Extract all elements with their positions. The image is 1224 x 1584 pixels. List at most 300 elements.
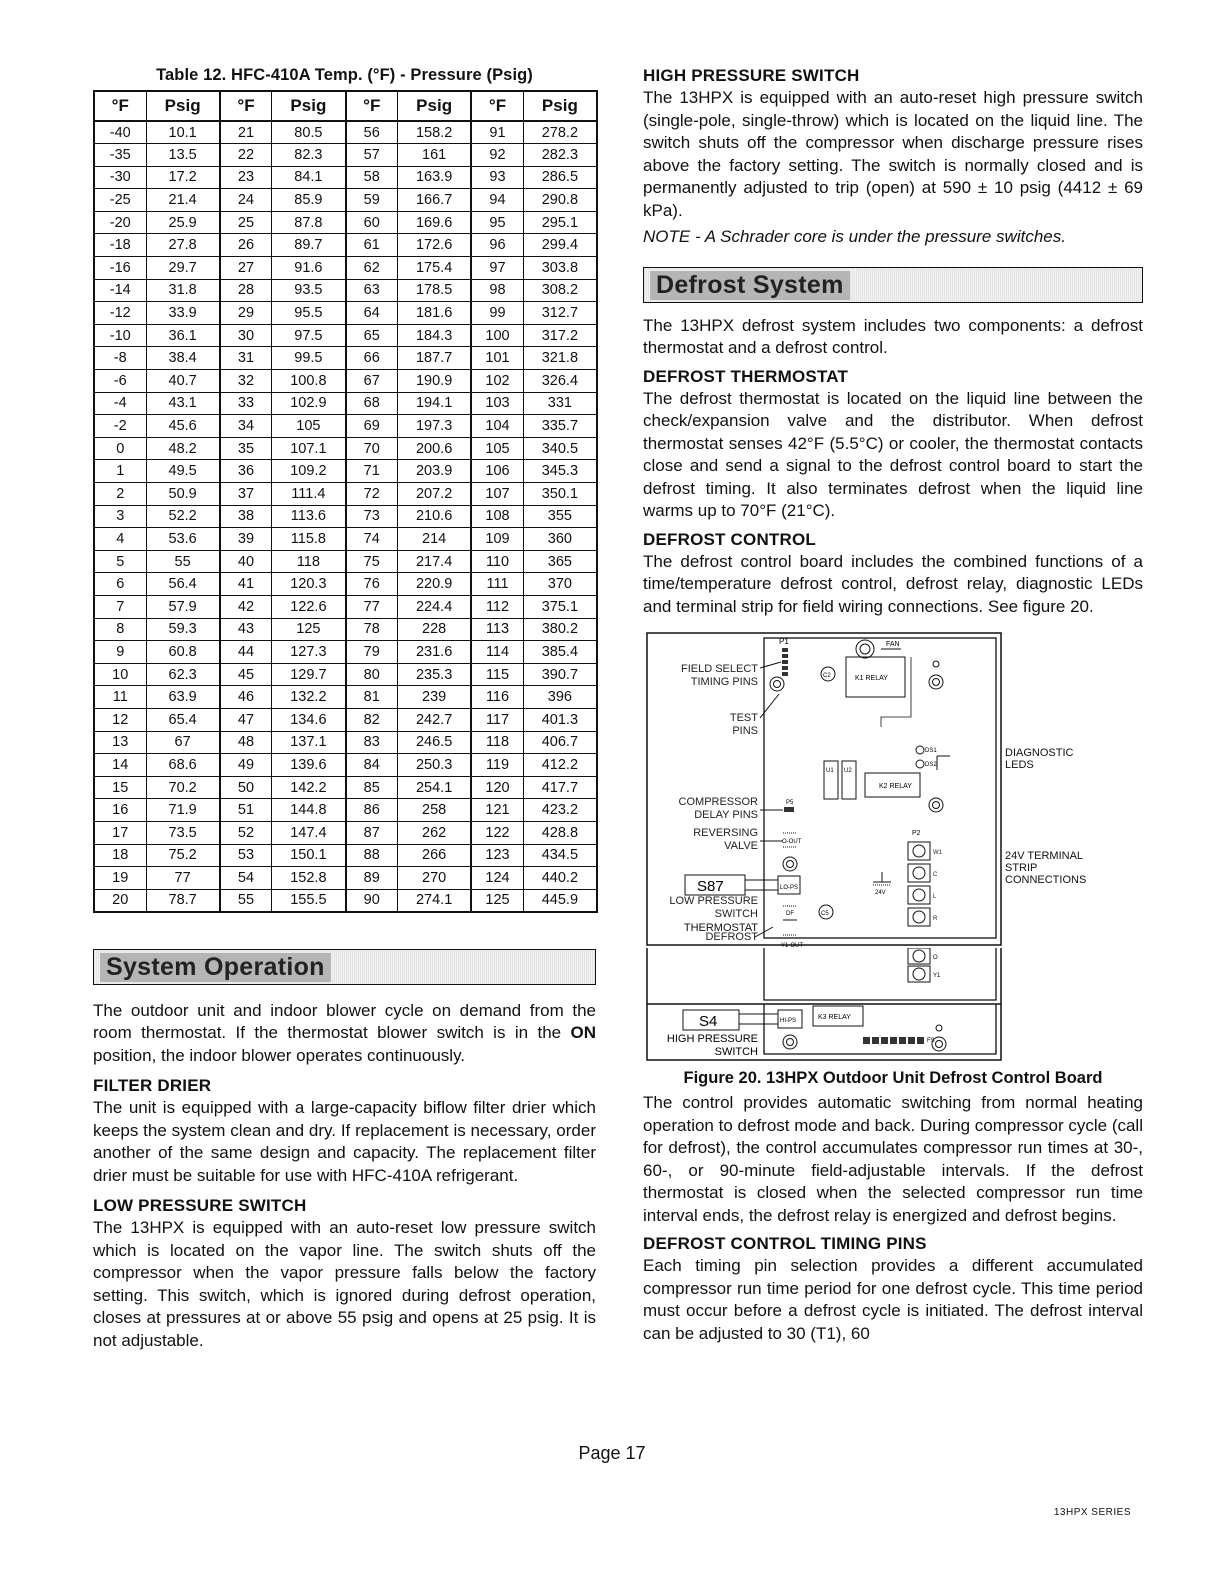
header-f-1: °F [94,91,146,121]
temp-cell: 11 [94,686,146,709]
temp-cell: 102 [471,370,523,393]
defrost-system-banner [643,267,1143,303]
temp-cell: -30 [94,166,146,189]
defrost-control-heading: DEFROST CONTROL [643,529,816,549]
temp-cell: 72 [346,483,398,506]
psig-cell: 132.2 [272,686,346,709]
temp-cell: 5 [94,550,146,573]
temp-cell: 101 [471,347,523,370]
psig-cell: 87.8 [272,211,346,234]
header-f-2: °F [220,91,272,121]
temp-cell: 33 [220,392,272,415]
psig-cell: 258 [398,799,472,822]
temp-cell: 85 [346,776,398,799]
table-row [94,618,597,641]
psig-cell: 150.1 [272,844,346,867]
psig-cell: 93.5 [272,279,346,302]
psig-cell: 335.7 [523,415,597,438]
s4-label: S4 [699,1013,718,1030]
temp-cell: 45 [220,663,272,686]
table-row [94,776,597,799]
temp-cell: 2 [94,483,146,506]
psig-cell: 217.4 [398,550,472,573]
temp-cell: 44 [220,641,272,664]
temp-cell: 105 [471,437,523,460]
temp-cell: 73 [346,505,398,528]
psig-cell: 375.1 [523,595,597,618]
series-label: 13HPX SERIES [1053,1507,1131,1518]
label-pins: PINS [732,725,758,737]
psig-cell: 53.6 [146,528,220,551]
psig-cell: 231.6 [398,641,472,664]
temp-cell: 75 [346,550,398,573]
table-row [94,754,597,777]
defrost-thermostat-label: THERMOSTAT [683,922,758,934]
psig-cell: 282.3 [523,144,597,167]
k2-label: K2 RELAY [879,783,912,790]
psig-cell: 355 [523,505,597,528]
lo-ps-label: LO-PS [780,885,799,891]
psig-cell: 56.4 [146,573,220,596]
p5-label: P5 [786,800,794,806]
timing-pins-text: Each timing pin selection provides a different accumulated compressor run time period for one defrost cycle. This time period must occur before a defrost cycle is initiated. The defrost interval can be adjusted to 30 (T1), 60 [643,1256,1143,1343]
temp-cell: 47 [220,708,272,731]
temp-cell: 68 [346,392,398,415]
table-row [94,731,597,754]
temp-cell: 25 [220,211,272,234]
temp-cell: 31 [220,347,272,370]
psig-cell: 303.8 [523,257,597,280]
psig-cell: 105 [272,415,346,438]
psig-cell: 340.5 [523,437,597,460]
temp-cell: 112 [471,595,523,618]
c-label: C [933,872,938,878]
temp-cell: 15 [94,776,146,799]
temp-cell: 8 [94,618,146,641]
y1-out-label: Y1-OUT [781,943,804,949]
temp-cell: 24 [220,189,272,212]
page-number: Page 17 [578,1443,646,1463]
defrost-thermostat-text: The defrost thermostat is located on the liquid line between the check/expansion valve and the distributor. When defrost thermostat senses 42°F (5.5°C) or cooler, the thermostat contacts close and send a signal to the defrost control board to start the defrost timing. It also terminates defrost when the liquid line warms up to 70°F (21°C). [643,388,1143,520]
psig-cell: 158.2 [398,121,472,144]
temp-cell: 0 [94,437,146,460]
psig-cell: 142.2 [272,776,346,799]
temp-cell: 92 [471,144,523,167]
table-row [94,370,597,393]
temp-cell: 57 [346,144,398,167]
psig-cell: 423.2 [523,799,597,822]
temp-cell: 38 [220,505,272,528]
psig-cell: 286.5 [523,166,597,189]
temp-cell: 115 [471,663,523,686]
system-operation-heading: System Operation [100,953,331,982]
c2-label: C2 [823,673,831,679]
p1-label: P1 [779,637,789,646]
high-pressure-heading: HIGH PRESSURE SWITCH [643,66,860,85]
psig-cell: 401.3 [523,708,597,731]
defrost-control-text: The defrost control board includes the combined functions of a time/temperature defrost control, defrost relay, diagnostic LEDs and terminal strip for field wiring connections. See figure 20. [643,551,1143,616]
psig-cell: 278.2 [523,121,597,144]
psig-cell: 113.6 [272,505,346,528]
temp-cell: -4 [94,392,146,415]
temp-cell: 59 [346,189,398,212]
table-row [94,460,597,483]
psig-cell: 78.7 [146,889,220,912]
psig-cell: 210.6 [398,505,472,528]
temp-cell: 90 [346,889,398,912]
temp-cell: 50 [220,776,272,799]
temp-cell: 27 [220,257,272,280]
psig-cell: 396 [523,686,597,709]
temp-cell: 61 [346,234,398,257]
psig-cell: 428.8 [523,821,597,844]
psig-cell: 111.4 [272,483,346,506]
psig-cell: 13.5 [146,144,220,167]
temp-cell: 80 [346,663,398,686]
psig-cell: 102.9 [272,392,346,415]
temp-cell: 70 [346,437,398,460]
psig-cell: 350.1 [523,483,597,506]
temp-cell: 109 [471,528,523,551]
p2-label: P2 [912,830,921,837]
psig-cell: 25.9 [146,211,220,234]
psig-cell: 95.5 [272,302,346,325]
psig-cell: 82.3 [272,144,346,167]
defrost-system-heading: Defrost System [650,271,850,300]
psig-cell: 89.7 [272,234,346,257]
temp-cell: 41 [220,573,272,596]
temp-cell: 29 [220,302,272,325]
temp-cell: -40 [94,121,146,144]
label-high-switch: SWITCH [714,1046,758,1058]
temp-cell: 124 [471,867,523,890]
temp-cell: -2 [94,415,146,438]
ds1-led [916,746,924,754]
temp-cell: 123 [471,844,523,867]
ds2-led [916,760,924,768]
temp-cell: 58 [346,166,398,189]
psig-cell: 184.3 [398,324,472,347]
temp-cell: 113 [471,618,523,641]
table-row [94,844,597,867]
psig-cell: 412.2 [523,754,597,777]
psig-cell: 175.4 [398,257,472,280]
hi-ps-label: HI-PS [780,1018,797,1024]
psig-cell: 84.1 [272,166,346,189]
psig-cell: 155.5 [272,889,346,912]
temp-cell: 122 [471,821,523,844]
psig-cell: 71.9 [146,799,220,822]
psig-cell: 60.8 [146,641,220,664]
mount-hole-4 [783,857,797,871]
temp-cell: 79 [346,641,398,664]
header-psig-4: Psig [523,91,597,121]
table-row [94,324,597,347]
u2-chip [842,761,856,799]
psig-cell: 10.1 [146,121,220,144]
psig-cell: 70.2 [146,776,220,799]
table-row [94,211,597,234]
table-row [94,505,597,528]
psig-cell: 48.2 [146,437,220,460]
psig-cell: 262 [398,821,472,844]
table-row [94,257,597,280]
psig-cell: 331 [523,392,597,415]
k1-label: K1 RELAY [855,675,888,682]
temp-cell: 22 [220,144,272,167]
temp-cell: 3 [94,505,146,528]
psig-cell: 365 [523,550,597,573]
psig-cell: 380.2 [523,618,597,641]
psig-cell: 139.6 [272,754,346,777]
psig-cell: 246.5 [398,731,472,754]
psig-cell: 194.1 [398,392,472,415]
temp-cell: 55 [220,889,272,912]
psig-cell: 122.6 [272,595,346,618]
psig-cell: 239 [398,686,472,709]
temp-cell: 100 [471,324,523,347]
mount-hole-2 [929,675,943,689]
table-row [94,189,597,212]
temp-cell: 76 [346,573,398,596]
temp-cell: 78 [346,618,398,641]
psig-cell: 75.2 [146,844,220,867]
psig-cell: 50.9 [146,483,220,506]
psig-cell: 29.7 [146,257,220,280]
temp-cell: 26 [220,234,272,257]
psig-cell: 109.2 [272,460,346,483]
table-row [94,550,597,573]
table-row [94,708,597,731]
psig-cell: 417.7 [523,776,597,799]
psig-cell: 65.4 [146,708,220,731]
header-f-4: °F [471,91,523,121]
label-test: TEST [729,712,758,724]
temp-cell: -12 [94,302,146,325]
temp-cell: 20 [94,889,146,912]
temp-cell: 1 [94,460,146,483]
psig-cell: 197.3 [398,415,472,438]
psig-cell: 38.4 [146,347,220,370]
psig-cell: 80.5 [272,121,346,144]
defrost-system-intro: The 13HPX defrost system includes two components: a defrost thermostat and a defrost control. [643,315,1143,357]
psig-cell: 36.1 [146,324,220,347]
df-label: DF [786,911,794,917]
temp-cell: -10 [94,324,146,347]
mount-hole-3 [929,798,943,812]
temp-cell: 89 [346,867,398,890]
temp-cell: 6 [94,573,146,596]
table-row [94,392,597,415]
temp-cell: 52 [220,821,272,844]
diagnostic-leds-label: DIAGNOSTIC LEDS [1005,747,1074,771]
low-pressure-text: The 13HPX is equipped with an auto-reset low pressure switch which is located on the vapor line. The switch shuts off the compressor when the vapor pressure falls below the factory setting. This switch, which is ignored during defrost operation, closes at pressures at or above 55 psig and opens at 25 psig. It is not adjustable. [93,1218,596,1350]
temp-cell: 43 [220,618,272,641]
label-low-pressure: LOW PRESSURE [669,895,758,907]
table-row [94,573,597,596]
psig-cell: 52.2 [146,505,220,528]
psig-cell: 166.7 [398,189,472,212]
intro-on-bold: ON [570,1023,596,1043]
psig-cell: 308.2 [523,279,597,302]
temp-cell: 107 [471,483,523,506]
psig-cell: 43.1 [146,392,220,415]
psig-cell: 40.7 [146,370,220,393]
psig-cell: 107.1 [272,437,346,460]
psig-cell: 326.4 [523,370,597,393]
temp-cell: 21 [220,121,272,144]
psig-cell: 45.6 [146,415,220,438]
temp-cell: 114 [471,641,523,664]
temp-cell: -35 [94,144,146,167]
temp-cell: 65 [346,324,398,347]
psig-cell: 163.9 [398,166,472,189]
temp-cell: 108 [471,505,523,528]
u1-label: U1 [826,768,834,774]
psig-cell: 49.5 [146,460,220,483]
temp-cell: 32 [220,370,272,393]
psig-cell: 115.8 [272,528,346,551]
table-row [94,144,597,167]
defrost-control-board-figure [643,632,1128,952]
temp-cell: 12 [94,708,146,731]
psig-cell: 97.5 [272,324,346,347]
table-row [94,641,597,664]
psig-cell: 169.6 [398,211,472,234]
table-header-row [94,91,597,121]
fan-terminal [856,640,874,658]
label-field-select: FIELD SELECT [680,663,758,675]
psig-cell: 187.7 [398,347,472,370]
psig-cell: 274.1 [398,889,472,912]
ds1-label: DS1 [925,748,937,754]
header-psig-1: Psig [146,91,220,121]
psig-cell: 178.5 [398,279,472,302]
temp-cell: 62 [346,257,398,280]
table-row [94,663,597,686]
psig-cell: 440.2 [523,867,597,890]
temp-cell: 93 [471,166,523,189]
psig-cell: 129.7 [272,663,346,686]
system-operation-intro [93,1000,596,1068]
schrader-note: NOTE - A Schrader core is under the pressure switches. [643,227,1066,246]
temp-cell: 118 [471,731,523,754]
temp-cell: 91 [471,121,523,144]
temp-cell: 121 [471,799,523,822]
right-column [643,66,1143,1345]
table-row [94,799,597,822]
defrost-thermostat-heading: DEFROST THERMOSTAT [643,366,849,386]
temp-cell: 77 [346,595,398,618]
psig-cell: 73.5 [146,821,220,844]
temp-cell: 66 [346,347,398,370]
temp-cell: 4 [94,528,146,551]
psig-cell: 220.9 [398,573,472,596]
table-row [94,347,597,370]
psig-cell: 228 [398,618,472,641]
intro-text-2: position, the indoor blower operates continuously. [93,1045,466,1065]
psig-cell: 147.4 [272,821,346,844]
w1-label: W1 [933,850,942,856]
temp-cell: 23 [220,166,272,189]
temp-cell: 67 [346,370,398,393]
header-psig-3: Psig [398,91,472,121]
psig-cell: 63.9 [146,686,220,709]
filter-drier-heading: FILTER DRIER [93,1076,212,1096]
temp-cell: 7 [94,595,146,618]
board-bottom [643,1004,1128,1064]
psig-cell: 85.9 [272,189,346,212]
temp-cell: 53 [220,844,272,867]
psig-cell: 120.3 [272,573,346,596]
mount-hole-1 [770,677,784,691]
temp-cell: 117 [471,708,523,731]
table-row [94,121,597,144]
psig-cell: 203.9 [398,460,472,483]
psig-cell: 190.9 [398,370,472,393]
psig-cell: 317.2 [523,324,597,347]
fan-label: FAN [886,641,900,648]
o-out-label: O-OUT [782,839,802,845]
r-label: R [933,916,938,922]
temp-cell: 18 [94,844,146,867]
temp-cell: 96 [471,234,523,257]
psig-cell: 345.3 [523,460,597,483]
table-row [94,166,597,189]
psig-cell: 137.1 [272,731,346,754]
temp-cell: 104 [471,415,523,438]
l-label: L [933,894,937,900]
temp-cell: 95 [471,211,523,234]
psig-cell: 27.8 [146,234,220,257]
table-row [94,483,597,506]
u1-chip [824,761,838,799]
psig-cell: 434.5 [523,844,597,867]
defrost-control-text-2: The control provides automatic switching from normal heating operation to defrost mode and back. During compressor cycle (call for defrost), the control accumulates compressor run times at 30-, 60-, or 90-minute field-adjustable intervals. If the defrost thermostat is closed when the selected compressor run time interval ends, the defrost relay is energized and defrost begins. [643,1093,1143,1225]
psig-cell: 33.9 [146,302,220,325]
fs-label: FS [927,1038,935,1044]
temp-cell: 82 [346,708,398,731]
psig-cell: 77 [146,867,220,890]
temp-cell: 54 [220,867,272,890]
temp-cell: 64 [346,302,398,325]
temp-cell: 106 [471,460,523,483]
table-row [94,437,597,460]
psig-cell: 21.4 [146,189,220,212]
psig-cell: 161 [398,144,472,167]
temp-cell: 69 [346,415,398,438]
psig-cell: 172.6 [398,234,472,257]
temp-cell: 19 [94,867,146,890]
psig-cell: 321.8 [523,347,597,370]
table-row [94,528,597,551]
temp-cell: -14 [94,279,146,302]
temp-cell: 88 [346,844,398,867]
board-lower [643,948,1128,1008]
temp-cell: 81 [346,686,398,709]
temp-cell: 63 [346,279,398,302]
ds2-label: DS2 [925,762,937,768]
label-delay-pins: DELAY PINS [694,809,758,821]
temp-cell: 34 [220,415,272,438]
psig-cell: 266 [398,844,472,867]
intro-text-1: The outdoor unit and indoor blower cycle on demand from the room thermostat. If the thermostat blower switch is in the [93,1000,596,1043]
temp-cell: 111 [471,573,523,596]
temp-cell: 9 [94,641,146,664]
temp-cell: 10 [94,663,146,686]
table-title: Table 12. HFC-410A Temp. (°F) - Pressure (Psig) [156,66,533,84]
psig-cell: 445.9 [523,889,597,912]
